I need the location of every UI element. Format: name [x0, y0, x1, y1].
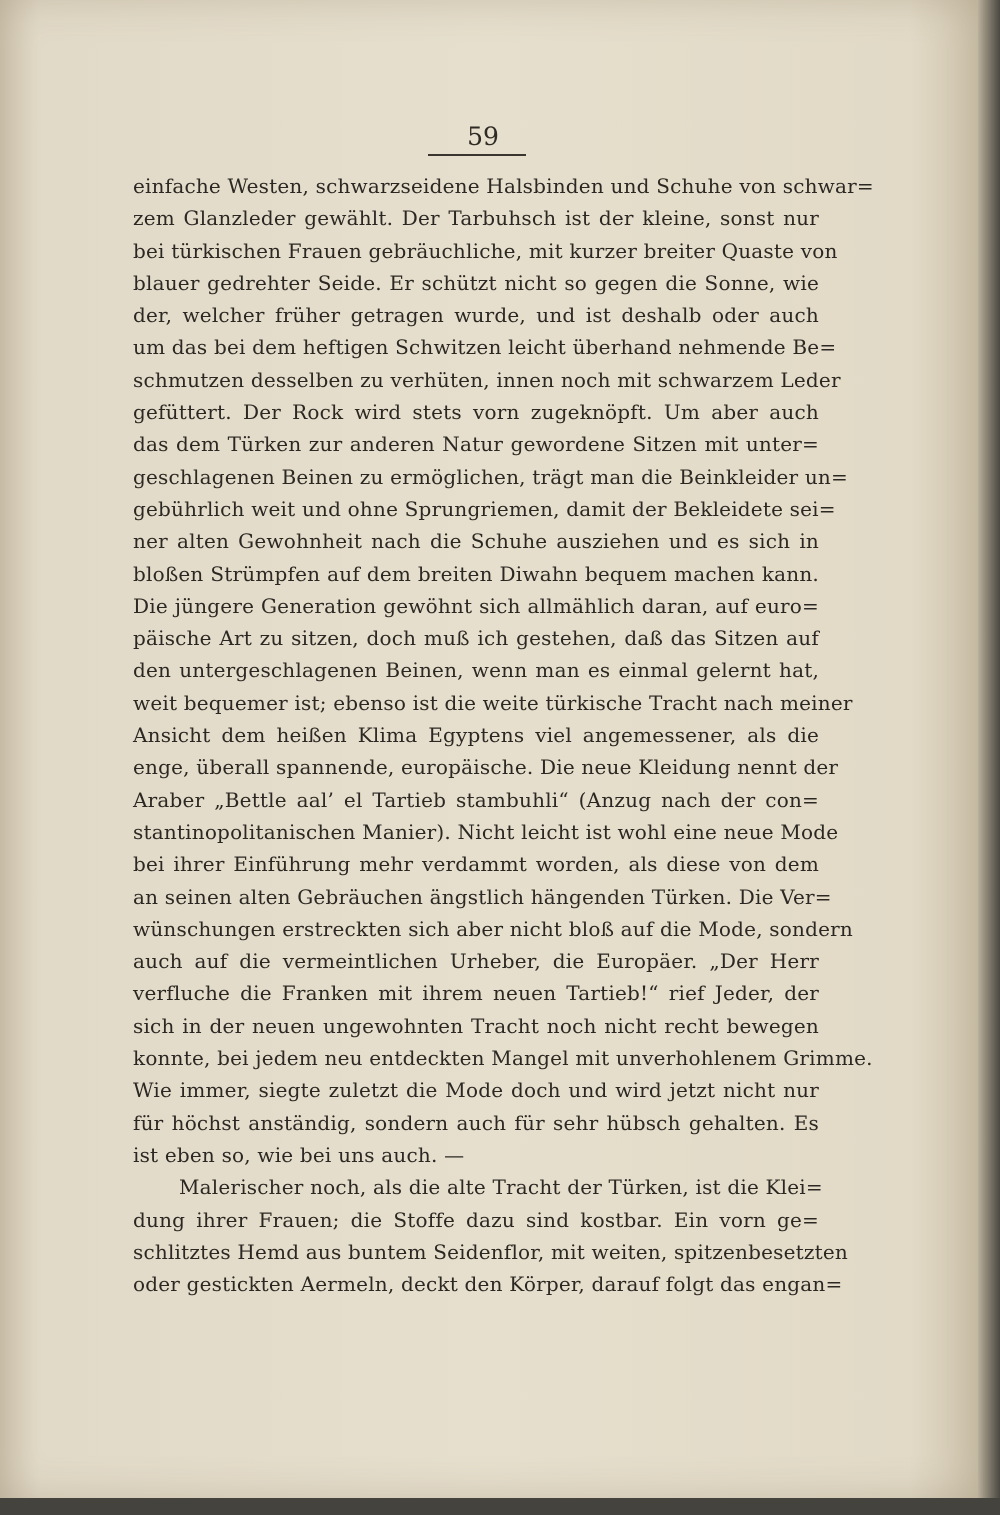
- page-edge: [978, 0, 1000, 1515]
- text-line: bei ihrer Einführung mehr verdammt worden, als diese von dem: [133, 852, 819, 877]
- page-number-rule: [428, 154, 526, 156]
- text-line: konnte, bei jedem neu entdeckten Mangel mit unverhohlenem Grimme.: [133, 1046, 873, 1071]
- text-line: schlitztes Hemd aus buntem Seidenflor, mit weiten, spitzenbesetzten: [133, 1239, 848, 1264]
- text-line: geschlagenen Beinen zu ermöglichen, trägt man die Beinkleider un=: [133, 464, 848, 489]
- text-line: um das bei dem heftigen Schwitzen leicht überhand nehmende Be=: [133, 335, 837, 360]
- text-line: Malerischer noch, als die alte Tracht der Türken, ist die Klei=: [179, 1175, 823, 1200]
- text-line: bei türkischen Frauen gebräuchliche, mit kurzer breiter Quaste von: [133, 238, 838, 263]
- text-line: gebührlich weit und ohne Sprungriemen, damit der Bekleidete sei=: [133, 496, 836, 521]
- text-line: sich in der neuen ungewohnten Tracht noch nicht recht bewegen: [133, 1013, 819, 1038]
- text-line: an seinen alten Gebräuchen ängstlich hängenden Türken. Die Ver=: [133, 884, 832, 909]
- text-line: oder gestickten Aermeln, deckt den Körper, darauf folgt das engan=: [133, 1272, 843, 1297]
- text-line: dung ihrer Frauen; die Stoffe dazu sind kostbar. Ein vorn ge=: [133, 1207, 819, 1232]
- text-line: päische Art zu sitzen, doch muß ich gestehen, daß das Sitzen auf: [133, 626, 819, 651]
- text-line: verfluche die Franken mit ihrem neuen Tartieb!“ rief Jeder, der: [133, 981, 819, 1006]
- text-line: auch auf die vermeintlichen Urheber, die Europäer. „Der Herr: [133, 949, 819, 974]
- background-bottom: [0, 1498, 1000, 1515]
- text-line: enge, überall spannende, europäische. Die neue Kleidung nennt der: [133, 755, 839, 780]
- text-line: der, welcher früher getragen wurde, und ist deshalb oder auch: [133, 303, 819, 328]
- page-number: 59: [467, 122, 499, 151]
- text-line: schmutzen desselben zu verhüten, innen noch mit schwarzem Leder: [133, 367, 841, 392]
- text-line: stantinopolitanischen Manier). Nicht leicht ist wohl eine neue Mode: [133, 819, 839, 844]
- text-line: Wie immer, siegte zuletzt die Mode doch und wird jetzt nicht nur: [133, 1078, 819, 1103]
- text-line: wünschungen erstreckten sich aber nicht bloß auf die Mode, sondern: [133, 916, 853, 941]
- text-line: weit bequemer ist; ebenso ist die weite türkische Tracht nach meiner: [133, 690, 853, 715]
- text-line: Die jüngere Generation gewöhnt sich allmählich daran, auf euro=: [133, 593, 819, 618]
- text-line: Ansicht dem heißen Klima Egyptens viel angemessener, als die: [133, 723, 819, 748]
- text-line: das dem Türken zur anderen Natur gewordene Sitzen mit unter=: [133, 432, 819, 457]
- text-line: einfache Westen, schwarzseidene Halsbinden und Schuhe von schwar=: [133, 174, 874, 198]
- text-line: ner alten Gewohnheit nach die Schuhe ausziehen und es sich in: [133, 529, 819, 554]
- text-line: den untergeschlagenen Beinen, wenn man es einmal gelernt hat,: [133, 658, 819, 683]
- text-line: Araber „Bettle aal’ el Tartieb stambuhli“ (Anzug nach der con=: [133, 787, 819, 812]
- text-line: ist eben so, wie bei uns auch. —: [133, 1142, 465, 1167]
- text-line: gefüttert. Der Rock wird stets vorn zugeknöpft. Um aber auch: [133, 400, 819, 425]
- text-line: blauer gedrehter Seide. Er schützt nicht so gegen die Sonne, wie: [133, 270, 819, 295]
- text-line: bloßen Strümpfen auf dem breiten Diwahn bequem machen kann.: [133, 561, 819, 586]
- body-text: [133, 170, 874, 1300]
- text-line: zem Glanzleder gewählt. Der Tarbuhsch ist der kleine, sonst nur: [133, 206, 819, 231]
- text-line: für höchst anständig, sondern auch für sehr hübsch gehalten. Es: [133, 1110, 819, 1135]
